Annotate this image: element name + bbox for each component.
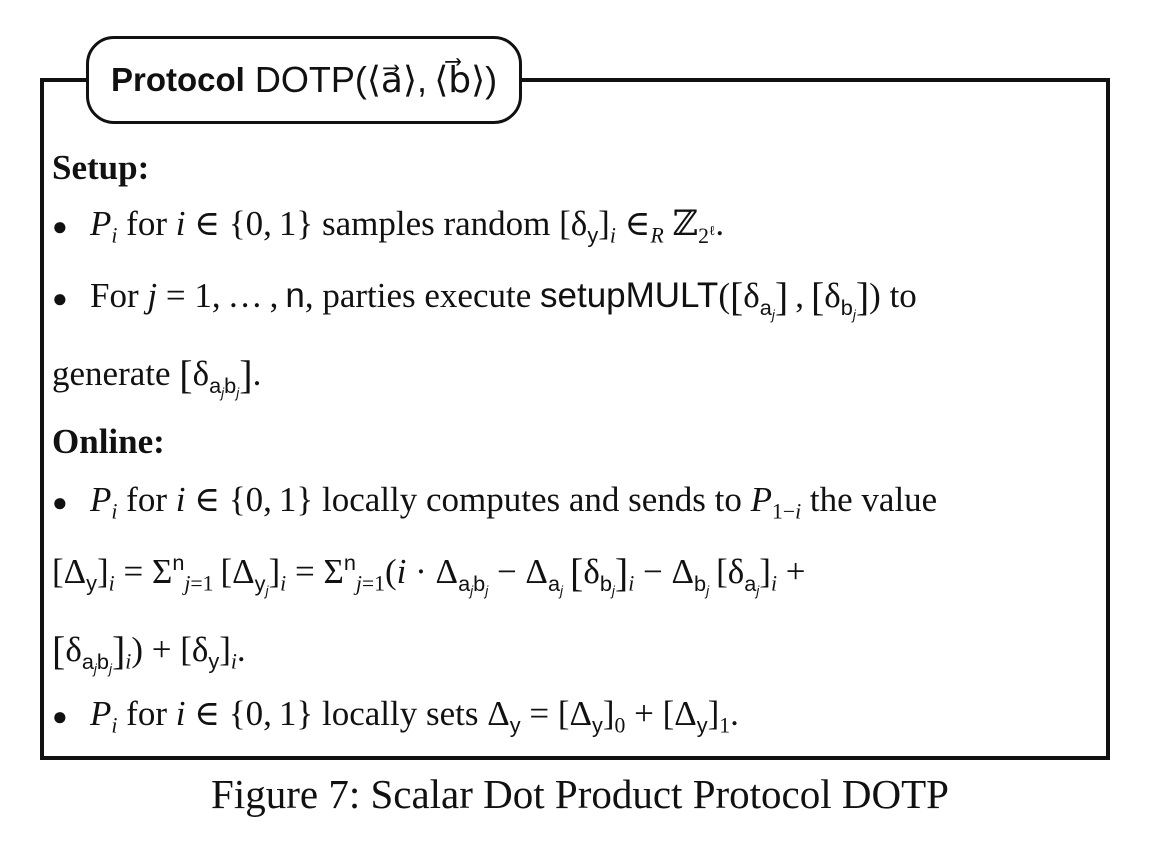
bullet-icon: ● <box>52 701 68 731</box>
protocol-name: DOTP(⟨a⃗⟩, ⟨b⃗⟩) <box>244 59 498 100</box>
protocol-label: Protocol <box>111 61 245 98</box>
setup-line-1: ● $P_i$ for i ∈ {0, 1} samples random $[\delta_y]_i$ $\in_R$ ℤ$_{2^\ell}$. <box>52 198 724 250</box>
bullet-icon: ● <box>52 487 68 517</box>
figure-caption: Figure 7: Scalar Dot Product Protocol DOTP <box>211 771 949 817</box>
online-line-4: ● $P_i$ for i ∈ {0, 1} locally sets $\Delta_y = [\Delta_y]_0 + [\Delta_y]_1$. <box>52 688 739 740</box>
protocol-title-box <box>86 36 522 124</box>
online-heading: Online: <box>52 422 165 461</box>
setup-line-2: ● For j = 1, … , n, parties execute $setupMULT([\delta_{a_j}]$ , $[\delta_{b_j}]$) to <box>52 270 917 322</box>
setup-heading: Setup: <box>52 148 150 187</box>
online-line-3: $[\delta_{a_jb_j}]_i) + [\delta_y]_i$. <box>52 628 246 677</box>
bullet-icon: ● <box>52 211 68 241</box>
online-line-2: $[\Delta_y]_i = \Sigma^n_{j=1}$ $[\Delta_{y_j}]_i = \Sigma^n_{j=1}(i \cdot \Delta_{a_jb_j} - \Delta_{a_j}$ $[\delta_{b_j}]_i - \Delta_{b_j}$ $[\delta_{a_j}]_i$ + <box>52 549 806 599</box>
bullet-icon: ● <box>52 283 68 313</box>
online-line-1: ● $P_i$ for i ∈ {0, 1} locally computes and sends to $P_{1-i}$ the value <box>52 474 937 526</box>
setup-line-3: generate $[\delta_{a_jb_j}]$. <box>52 352 262 401</box>
